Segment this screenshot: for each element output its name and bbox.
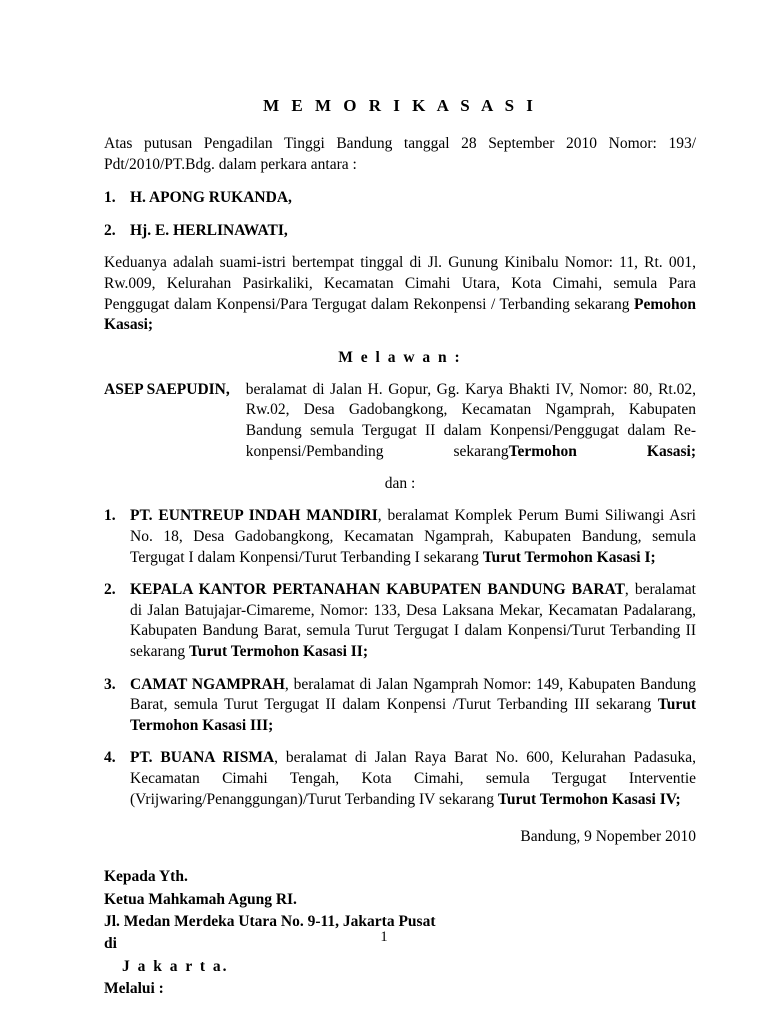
co-respondent-number: 4. <box>104 749 116 767</box>
co-respondent-name: PT. BUANA RISMA <box>130 749 275 767</box>
addressee-line-1: Kepada Yth. <box>104 868 188 886</box>
petitioner-number: 2. <box>104 221 116 239</box>
intro-paragraph: Atas putusan Pengadilan Tinggi Bandung tanggal 28 September 2010 Nomor: 193/ Pdt/2010/PT.Bdg. dalam perkara antara : <box>104 135 696 173</box>
petitioner-number: 1. <box>104 189 116 207</box>
co-respondent-status: Turut Termohon Kasasi II; <box>188 642 368 660</box>
co-respondent-status: Turut Termohon Kasasi III; <box>130 696 696 734</box>
co-respondent-number: 1. <box>104 507 116 525</box>
list-item <box>104 675 696 737</box>
respondent-block <box>104 380 696 462</box>
respondent-description <box>246 380 696 462</box>
co-respondent-body <box>130 748 696 810</box>
and-label: dan : <box>384 475 416 493</box>
co-respondent-body <box>130 506 696 568</box>
list-item <box>104 188 696 209</box>
co-respondent-name: KEPALA KANTOR PERTANAHAN KABUPATEN BANDUNG BARAT <box>130 581 625 599</box>
petitioners-description <box>104 253 696 335</box>
co-respondent-name: PT. EUNTREUP INDAH MANDIRI <box>130 507 378 525</box>
respondent-status: Termohon Kasasi; <box>508 442 696 460</box>
petitioner-name: H. APONG RUKANDA, <box>130 189 292 207</box>
list-item <box>104 580 696 662</box>
respondent-name: ASEP SAEPUDIN, <box>104 380 230 398</box>
co-respondent-number: 3. <box>104 675 116 693</box>
addressee-line-2: Ketua Mahkamah Agung RI. <box>104 890 297 908</box>
co-respondent-description: , beralamat di Jalan Raya Barat No. 600, Kelurahan Padasuka, Kecamatan Cimahi Tengah, Kota Cimahi, semula Tergugat Interventie (Vrijwaring/Penanggungan)/Turut Terbanding IV sekarang <box>130 749 696 808</box>
list-item <box>104 748 696 810</box>
page-title: M E M O R I K A S A S I <box>263 96 537 115</box>
co-respondent-name: CAMAT NGAMPRAH <box>130 675 285 693</box>
addressee-city: J a k a r t a. <box>122 957 229 975</box>
against-label: M e l a w a n : <box>338 348 462 366</box>
addressee-line-6: Melalui : <box>104 980 164 998</box>
addressee-line-3: Jl. Medan Merdeka Utara No. 9-11, Jakarta Pusat <box>104 912 436 930</box>
co-respondent-body <box>130 580 696 662</box>
co-respondent-description: , beralamat di Jalan Ngamprah Nomor: 149, Kabupaten Bandung Barat, semula Turut Tergugat II dalam Konpensi /Turut Terbanding III sekarang <box>130 675 697 714</box>
co-respondent-number: 2. <box>104 581 116 599</box>
page-number: 1 <box>380 929 388 945</box>
co-respondent-status: Turut Termohon Kasasi I; <box>482 548 656 566</box>
place-date: Bandung, 9 Nopember 2010 <box>520 828 696 846</box>
co-respondent-description: , beralamat di Jalan Batujajar-Cimareme, Nomor: 133, Desa Laksana Mekar, Kecamatan Padalarang, Kabupaten Bandung Barat, semula Turut Tergugat I dalam Konpensi/Turut Terbanding II sekarang <box>130 581 696 660</box>
list-item <box>104 506 696 568</box>
list-item <box>104 221 696 242</box>
co-respondent-body <box>130 675 696 737</box>
petitioners-description-text: Keduanya adalah suami-istri bertempat tinggal di Jl. Gunung Kinibalu Nomor: 11, Rt. 001, Rw.009, Kelurahan Pasirkaliki, Kecamatan Cimahi Utara, Kota Cimahi, semula Para Penggugat dalam Konpensi/Para Tergugat dalam Rekonpensi / Terbanding sekarang <box>104 254 696 313</box>
petitioners-status: Pemohon Kasasi; <box>104 295 696 334</box>
addressee-line-4: di <box>104 935 117 953</box>
co-respondent-status: Turut Termohon Kasasi IV; <box>497 790 681 808</box>
petitioner-name: Hj. E. HERLINAWATI, <box>130 221 288 239</box>
co-respondent-description: , beralamat Komplek Perum Bumi Siliwangi Asri No. 18, Desa Gadobangkong, Kecamatan Ngamprah, Kabupaten Bandung, semula Tergugat I dalam Konpensi/Turut Terbanding I sekarang <box>130 507 696 566</box>
respondent-description-text: beralamat di Jalan H. Gopur, Gg. Karya Bhakti IV, Nomor: 80, Rt.02, Rw.02, Desa Gadobangkong, Kecamatan Ngamprah, Kabupaten Bandung semula Tergugat II dalam Konpensi/Penggugat dalam Re-konpensi/Pembanding sekarang <box>245 380 696 460</box>
